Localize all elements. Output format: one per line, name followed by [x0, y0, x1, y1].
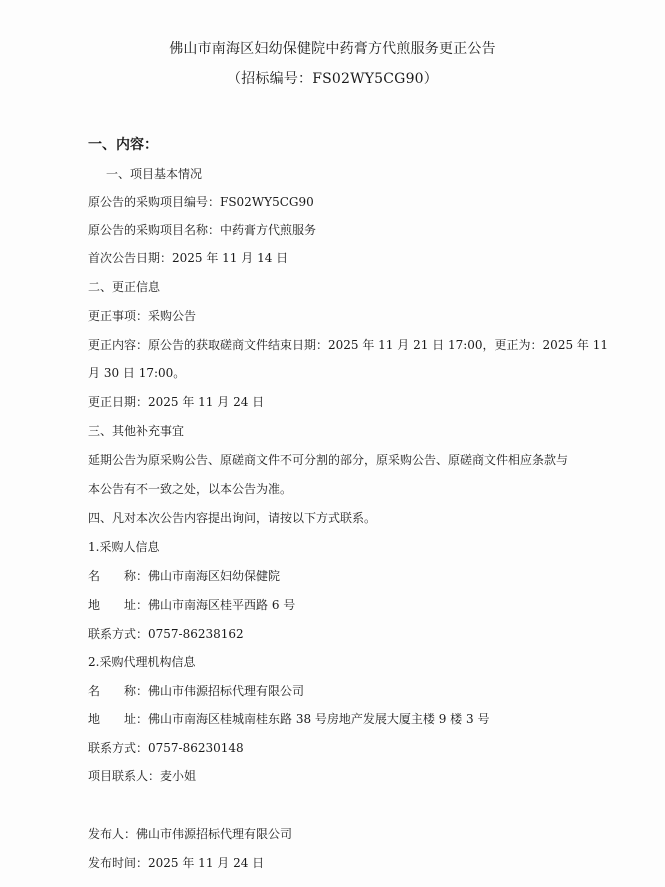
agency-address-label: 地 址： [88, 712, 149, 726]
agency-person-row [88, 768, 196, 784]
purchaser-contact-value: 0757-86238162 [148, 627, 244, 641]
purchaser-heading: 1.采购人信息 [88, 540, 160, 554]
agency-contact-value: 0757-86230148 [148, 741, 244, 755]
purchaser-address-value: 佛山市南海区桂平西路 6 号 [148, 598, 296, 612]
agency-person-value: 麦小姐 [160, 769, 197, 783]
purchaser-name-value: 佛山市南海区妇幼保健院 [148, 569, 281, 583]
agency-heading: 2.采购代理机构信息 [88, 655, 196, 669]
publisher-label: 发布人： [88, 827, 137, 841]
purchaser-name-label: 名 称： [88, 569, 149, 583]
publisher-row [88, 826, 292, 842]
other-matters-line2: 本公告有不一致之处，以本公告为准。 [88, 482, 293, 496]
purchaser-address-row [88, 597, 295, 613]
agency-address-row [88, 711, 489, 727]
agency-address-value: 佛山市南海区桂城南桂东路 38 号房地产发展大厦主楼 9 楼 3 号 [148, 712, 490, 726]
purchaser-address-label: 地 址： [88, 598, 149, 612]
correction-content-line2: 月 30 日 17:00。 [88, 366, 186, 380]
publish-time-row [88, 855, 264, 871]
original-project-number: 原公告的采购项目编号：FS02WY5CG90 [88, 195, 314, 209]
agency-contact-row [88, 740, 244, 756]
subheading-project-info: 一、项目基本情况 [106, 167, 203, 181]
purchaser-contact-label: 联系方式： [88, 627, 149, 641]
publisher-value: 佛山市伟源招标代理有限公司 [136, 827, 293, 841]
subheading-correction-info: 二、更正信息 [88, 280, 161, 294]
section-heading-content: 一、内容： [88, 137, 158, 153]
purchaser-name-row [88, 568, 280, 584]
correction-date: 更正日期：2025 年 11 月 24 日 [88, 395, 265, 409]
publish-time-label: 发布时间： [88, 856, 149, 870]
agency-name-value: 佛山市伟源招标代理有限公司 [148, 684, 305, 698]
purchaser-contact-row [88, 626, 244, 642]
agency-contact-label: 联系方式： [88, 741, 149, 755]
first-announcement-date: 首次公告日期：2025 年 11 月 14 日 [88, 251, 289, 265]
correction-matter: 更正事项：采购公告 [88, 309, 197, 323]
document-title: 佛山市南海区妇幼保健院中药膏方代煎服务更正公告 [169, 41, 496, 57]
tender-number: （招标编号：FS02WY5CG90） [227, 71, 438, 87]
original-project-name: 原公告的采购项目名称：中药膏方代煎服务 [88, 223, 317, 237]
subheading-other-matters: 三、其他补充事宜 [88, 424, 185, 438]
other-matters-line1: 延期公告为原采购公告、原磋商文件不可分割的部分，原采购公告、原磋商文件相应条款与 [88, 453, 569, 467]
publish-time-value: 2025 年 11 月 24 日 [148, 856, 265, 870]
agency-person-label: 项目联系人： [88, 769, 161, 783]
correction-content-line1: 更正内容：原公告的获取磋商文件结束日期：2025 年 11 月 21 日 17:00，更正为：2025 年 11 [88, 338, 608, 352]
agency-name-row [88, 683, 304, 699]
subheading-contact: 四、凡对本次公告内容提出询问，请按以下方式联系。 [88, 511, 377, 525]
agency-name-label: 名 称： [88, 684, 149, 698]
